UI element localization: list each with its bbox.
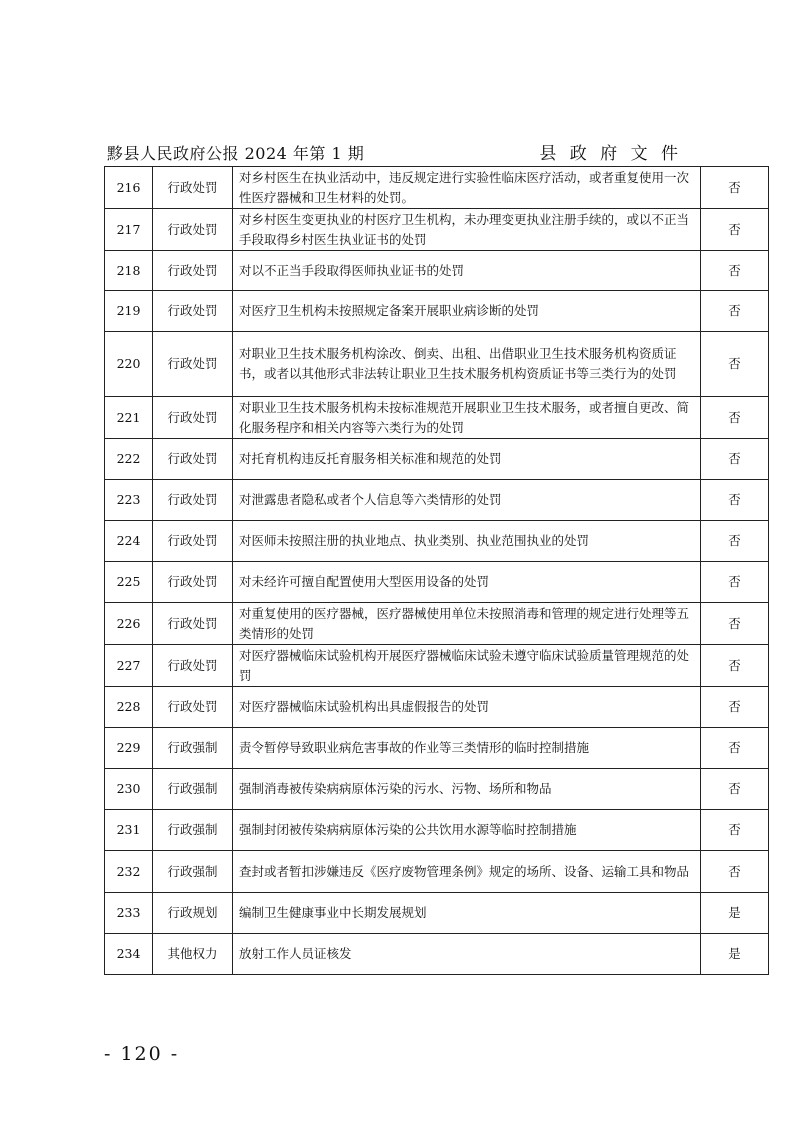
- section-title: 县 政 府 文 件: [539, 144, 682, 164]
- table-row: [105, 728, 769, 769]
- item-name: 对重复使用的医疗器械，医疗器械使用单位未按照消毒和管理的规定进行处理等五类情形的处罚: [233, 603, 701, 645]
- power-type: 行政强制: [153, 851, 233, 893]
- item-name: 责令暂停导致职业病危害事故的作业等三类情形的临时控制措施: [233, 728, 701, 769]
- power-type: 行政处罚: [153, 562, 233, 603]
- table-row: [105, 167, 769, 209]
- power-type: 行政处罚: [153, 439, 233, 480]
- power-type: 行政处罚: [153, 167, 233, 209]
- table-row: [105, 397, 769, 439]
- power-type: 其他权力: [153, 934, 233, 975]
- row-number: 233: [105, 893, 153, 934]
- table-row: [105, 687, 769, 728]
- flag-value: 否: [701, 521, 769, 562]
- flag-value: 否: [701, 332, 769, 397]
- table-row: [105, 521, 769, 562]
- power-type: 行政强制: [153, 728, 233, 769]
- item-name: 对职业卫生技术服务机构涂改、倒卖、出租、出借职业卫生技术服务机构资质证书，或者以其他形式非法转让职业卫生技术服务机构资质证书等三类行为的处罚: [233, 332, 701, 397]
- flag-value: 否: [701, 480, 769, 521]
- item-name: 对托育机构违反托育服务相关标准和规范的处罚: [233, 439, 701, 480]
- row-number: 217: [105, 209, 153, 251]
- flag-value: 否: [701, 851, 769, 893]
- flag-value: 否: [701, 439, 769, 480]
- row-number: 225: [105, 562, 153, 603]
- flag-value: 否: [701, 209, 769, 251]
- power-type: 行政处罚: [153, 645, 233, 687]
- table-row: [105, 645, 769, 687]
- power-type: 行政处罚: [153, 687, 233, 728]
- item-name: 对职业卫生技术服务机构未按标准规范开展职业卫生技术服务，或者擅自更改、简化服务程序和相关内容等六类行为的处罚: [233, 397, 701, 439]
- power-type: 行政处罚: [153, 332, 233, 397]
- row-number: 219: [105, 291, 153, 332]
- item-name: 强制消毒被传染病病原体污染的污水、污物、场所和物品: [233, 769, 701, 810]
- power-type: 行政处罚: [153, 251, 233, 291]
- flag-value: 否: [701, 251, 769, 291]
- row-number: 230: [105, 769, 153, 810]
- power-type: 行政规划: [153, 893, 233, 934]
- table-row: [105, 480, 769, 521]
- item-name: 对医疗卫生机构未按照规定备案开展职业病诊断的处罚: [233, 291, 701, 332]
- table-row: [105, 810, 769, 851]
- table-row: [105, 251, 769, 291]
- item-name: 对泄露患者隐私或者个人信息等六类情形的处罚: [233, 480, 701, 521]
- flag-value: 否: [701, 603, 769, 645]
- power-type: 行政处罚: [153, 209, 233, 251]
- row-number: 221: [105, 397, 153, 439]
- power-type: 行政处罚: [153, 480, 233, 521]
- item-name: 对未经许可擅自配置使用大型医用设备的处罚: [233, 562, 701, 603]
- table-row: [105, 603, 769, 645]
- bulletin-title: 黟县人民政府公报 2024 年第 1 期: [107, 144, 365, 163]
- flag-value: 否: [701, 291, 769, 332]
- row-number: 228: [105, 687, 153, 728]
- power-type: 行政处罚: [153, 397, 233, 439]
- row-number: 216: [105, 167, 153, 209]
- table-row: [105, 439, 769, 480]
- power-type: 行政处罚: [153, 291, 233, 332]
- row-number: 229: [105, 728, 153, 769]
- row-number: 220: [105, 332, 153, 397]
- row-number: 231: [105, 810, 153, 851]
- item-name: 对医疗器械临床试验机构出具虚假报告的处罚: [233, 687, 701, 728]
- page-header: [107, 140, 690, 167]
- page-number: - 120 -: [104, 1043, 180, 1065]
- row-number: 232: [105, 851, 153, 893]
- table-row: [105, 769, 769, 810]
- item-name: 查封或者暂扣涉嫌违反《医疗废物管理条例》规定的场所、设备、运输工具和物品: [233, 851, 701, 893]
- flag-value: 否: [701, 769, 769, 810]
- flag-value: 否: [701, 687, 769, 728]
- item-name: 对以不正当手段取得医师执业证书的处罚: [233, 251, 701, 291]
- item-name: 对医疗器械临床试验机构开展医疗器械临床试验未遵守临床试验质量管理规范的处罚: [233, 645, 701, 687]
- power-list-table: [104, 166, 769, 975]
- row-number: 222: [105, 439, 153, 480]
- table-row: [105, 332, 769, 397]
- row-number: 234: [105, 934, 153, 975]
- row-number: 218: [105, 251, 153, 291]
- item-name: 强制封闭被传染病病原体污染的公共饮用水源等临时控制措施: [233, 810, 701, 851]
- power-type: 行政处罚: [153, 521, 233, 562]
- flag-value: 是: [701, 934, 769, 975]
- item-name: 对乡村医生变更执业的村医疗卫生机构，未办理变更执业注册手续的，或以不正当手段取得乡村医生执业证书的处罚: [233, 209, 701, 251]
- flag-value: 是: [701, 893, 769, 934]
- table-row: [105, 851, 769, 893]
- item-name: 对医师未按照注册的执业地点、执业类别、执业范围执业的处罚: [233, 521, 701, 562]
- row-number: 227: [105, 645, 153, 687]
- flag-value: 否: [701, 562, 769, 603]
- row-number: 224: [105, 521, 153, 562]
- table-row: [105, 893, 769, 934]
- table-row: [105, 562, 769, 603]
- flag-value: 否: [701, 397, 769, 439]
- item-name: 对乡村医生在执业活动中，违反规定进行实验性临床医疗活动，或者重复使用一次性医疗器械和卫生材料的处罚。: [233, 167, 701, 209]
- row-number: 223: [105, 480, 153, 521]
- item-name: 放射工作人员证核发: [233, 934, 701, 975]
- table-row: [105, 209, 769, 251]
- flag-value: 否: [701, 167, 769, 209]
- flag-value: 否: [701, 810, 769, 851]
- flag-value: 否: [701, 728, 769, 769]
- item-name: 编制卫生健康事业中长期发展规划: [233, 893, 701, 934]
- power-type: 行政处罚: [153, 603, 233, 645]
- table-row: [105, 291, 769, 332]
- flag-value: 否: [701, 645, 769, 687]
- power-type: 行政强制: [153, 769, 233, 810]
- power-type: 行政强制: [153, 810, 233, 851]
- table-row: [105, 934, 769, 975]
- row-number: 226: [105, 603, 153, 645]
